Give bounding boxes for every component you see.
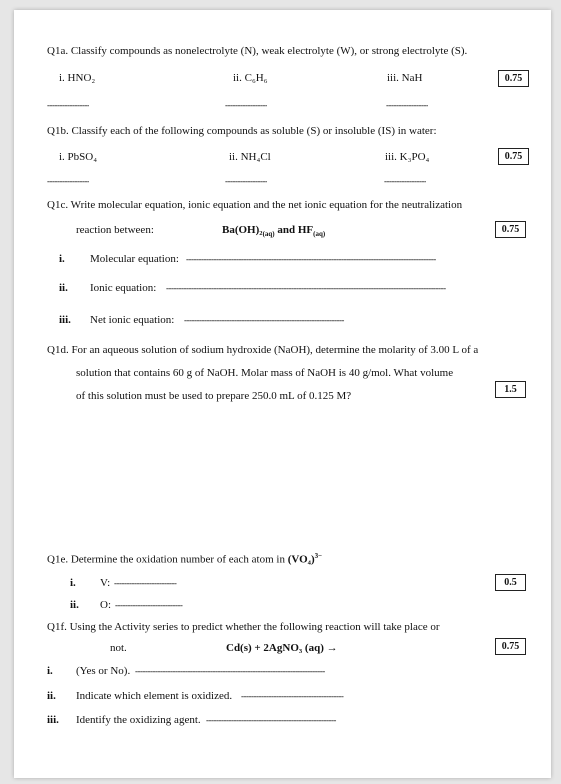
- q1c-title: Q1c. Write molecular equation, ionic equation and the net ionic equation for the neutralization: [47, 199, 463, 211]
- q1b-answer-blank-2[interactable]: -----------------: [225, 176, 268, 186]
- q1c-part-1-blank[interactable]: ----------------------------------------------------------------------------------------------------: [186, 254, 436, 264]
- q1a-points-box: 0.75: [498, 70, 529, 87]
- q1f-part-2-label: Indicate which element is oxidized.: [76, 690, 233, 702]
- q1a-item-2: ii. C₆H₆: [233, 72, 268, 84]
- q1c-part-3-label: Net ionic equation:: [90, 314, 175, 326]
- q1d-line-2: solution that contains 60 g of NaOH. Molar mass of NaOH is 40 g/mol. What volume: [76, 367, 454, 379]
- q1c-part-2-num: ii.: [59, 282, 68, 294]
- q1e-part-2-label: O:: [100, 599, 111, 611]
- q1a-item-3: iii. NaH: [387, 72, 423, 84]
- q1e-part-1-label: V:: [100, 577, 111, 589]
- q1e-ion-charge: 3−: [314, 552, 323, 560]
- q1d-line-3: of this solution must be used to prepare 250.0 mL of 0.125 M?: [76, 390, 352, 402]
- q1b-item-3: iii. K₃PO₄: [385, 151, 430, 163]
- q1a-answer-blank-1[interactable]: -----------------: [47, 100, 90, 110]
- q1e-points-box: 0.5: [495, 574, 526, 591]
- q1a-title: Q1a. Classify compounds as nonelectrolyte (N), weak electrolyte (W), or strong electrolyte (S).: [47, 45, 468, 57]
- q1f-part-3-num: iii.: [47, 714, 59, 726]
- q1c-part-2-label: Ionic equation:: [90, 282, 157, 294]
- q1c-reagent-1-state: (aq): [262, 230, 275, 239]
- q1c-part-2-blank[interactable]: ----------------------------------------------------------------------------------------------------------------: [166, 283, 446, 293]
- q1f-part-2-blank[interactable]: -----------------------------------------: [241, 691, 344, 701]
- q1f-line-2: not.: [110, 642, 127, 654]
- q1b-answer-blank-1[interactable]: -----------------: [47, 176, 90, 186]
- q1f-part-1-label: (Yes or No).: [76, 665, 131, 677]
- q1e-part-1-blank[interactable]: -------------------------: [114, 578, 177, 588]
- q1c-part-1-num: i.: [59, 253, 65, 265]
- q1f-reaction: Cd(s) + 2AgNO₃ (aq) →: [226, 642, 338, 654]
- q1c-and: and HF: [274, 224, 314, 236]
- q1b-points-box: 0.75: [498, 148, 529, 165]
- q1a-answer-blank-3[interactable]: -----------------: [386, 100, 429, 110]
- worksheet-page: [14, 10, 551, 778]
- q1c-part-3-blank[interactable]: ----------------------------------------------------------------: [184, 315, 344, 325]
- q1c-part-1-label: Molecular equation:: [90, 253, 179, 265]
- q1c-part-3-num: iii.: [59, 314, 71, 326]
- q1f-part-2-num: ii.: [47, 690, 56, 702]
- q1b-title: Q1b. Classify each of the following compounds as soluble (S) or insoluble (IS) in water:: [47, 125, 437, 137]
- q1e-title: [47, 550, 322, 567]
- q1a-item-1: i. HNO₂: [59, 72, 96, 84]
- q1e-title-text: Q1e. Determine the oxidation number of each atom in: [47, 553, 285, 566]
- q1f-title: Q1f. Using the Activity series to predict whether the following reaction will take place or: [47, 621, 440, 633]
- q1a-answer-blank-2[interactable]: -----------------: [225, 100, 268, 110]
- q1f-part-3-blank[interactable]: ----------------------------------------------------: [206, 715, 336, 725]
- q1e-part-2-blank[interactable]: ---------------------------: [115, 600, 183, 610]
- q1c-reaction-between: reaction between:: [76, 224, 154, 236]
- q1c-reagent-2-state: (aq): [313, 230, 326, 239]
- q1e-part-1-num: i.: [70, 577, 76, 589]
- q1b-answer-blank-3[interactable]: -----------------: [384, 176, 427, 186]
- q1f-part-1-blank[interactable]: ----------------------------------------------------------------------------: [135, 666, 325, 676]
- q1b-item-1: i. PbSO₄: [59, 151, 98, 163]
- q1d-points-box: 1.5: [495, 381, 526, 398]
- q1f-points-box: 0.75: [495, 638, 526, 655]
- q1e-ion: (VO₄): [287, 553, 315, 566]
- q1c-reagent-1: Ba(OH)₂: [222, 224, 263, 236]
- q1f-part-1-num: i.: [47, 665, 53, 677]
- q1e-part-2-num: ii.: [70, 599, 79, 611]
- q1f-part-3-label: Identify the oxidizing agent.: [76, 714, 201, 726]
- q1c-reagents: [222, 224, 325, 241]
- q1b-item-2: ii. NH₄Cl: [229, 151, 271, 163]
- q1c-points-box: 0.75: [495, 221, 526, 238]
- q1d-line-1: Q1d. For an aqueous solution of sodium hydroxide (NaOH), determine the molarity of 3.00 L of a: [47, 344, 479, 356]
